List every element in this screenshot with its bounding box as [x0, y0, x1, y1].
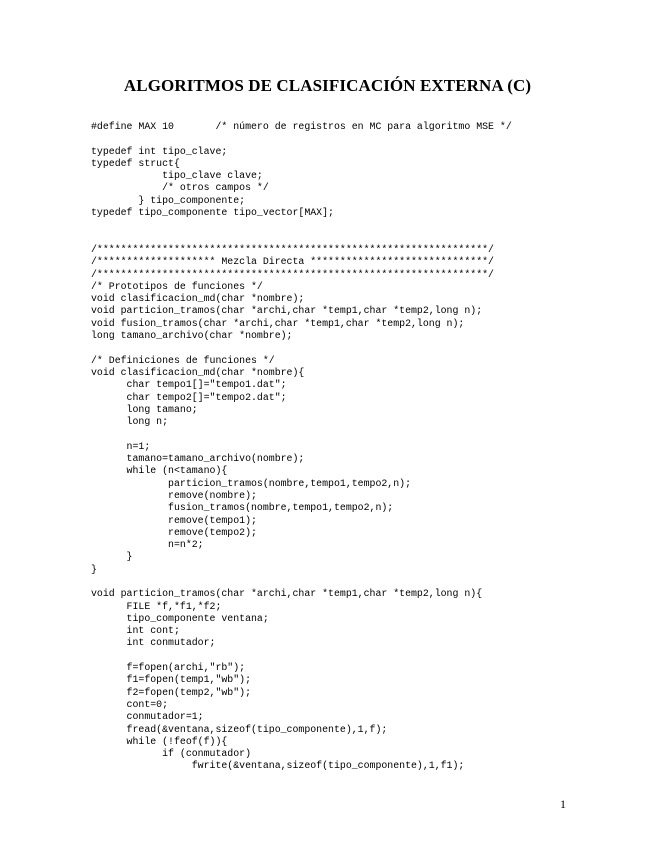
code-line: [91, 232, 512, 244]
code-line: /******************** Mezcla Directa ******************************/: [91, 256, 494, 268]
code-line: conmutador=1;: [91, 711, 204, 723]
code-line: #define MAX 10 /* número de registros en MC para algoritmo MSE */: [91, 121, 512, 132]
code-line: [91, 428, 512, 440]
code-line: if (conmutador): [91, 748, 252, 760]
code-line: cont=0;: [91, 698, 169, 710]
code-line: while (!feof(f)){: [91, 735, 228, 747]
code-line: [91, 576, 512, 588]
code-line: /******************************************************************/: [91, 243, 494, 255]
code-line: remove(nombre);: [91, 489, 257, 501]
code-line: /* otros campos */: [91, 182, 269, 194]
code-line: int cont;: [91, 625, 180, 637]
code-line: [91, 219, 512, 231]
code-line: }: [91, 563, 97, 575]
code-line: remove(tempo1);: [91, 514, 257, 526]
code-line: void fusion_tramos(char *archi,char *temp1,char *temp2,long n);: [91, 317, 465, 329]
code-line: typedef struct{: [91, 157, 180, 169]
code-line: particion_tramos(nombre,tempo1,tempo2,n);: [91, 477, 412, 489]
code-line: char tempo1[]="tempo1.dat";: [91, 379, 287, 391]
code-line: void clasificacion_md(char *nombre);: [91, 293, 305, 305]
code-line: fread(&ventana,sizeof(tipo_componente),1,f);: [91, 723, 388, 735]
code-line: void particion_tramos(char *archi,char *temp1,char *temp2,long n);: [91, 305, 483, 317]
code-line: while (n<tamano){: [91, 465, 228, 477]
code-line: n=1;: [91, 440, 151, 452]
code-line: int conmutador;: [91, 637, 216, 649]
code-line: [91, 342, 512, 354]
code-line: f=fopen(archi,"rb");: [91, 662, 246, 674]
code-line: f1=fopen(temp1,"wb");: [91, 674, 252, 686]
code-line: FILE *f,*f1,*f2;: [91, 600, 222, 612]
code-line: n=n*2;: [91, 539, 204, 551]
code-line: } tipo_componente;: [91, 194, 246, 206]
code-line: }: [91, 551, 133, 563]
code-line: typedef int tipo_clave;: [91, 145, 228, 157]
code-line: typedef tipo_componente tipo_vector[MAX];: [91, 207, 334, 219]
code-line: f2=fopen(temp2,"wb");: [91, 686, 252, 698]
code-line: remove(tempo2);: [91, 526, 257, 538]
code-line: fusion_tramos(nombre,tempo1,tempo2,n);: [91, 502, 394, 514]
code-line: void particion_tramos(char *archi,char *temp1,char *temp2,long n){: [91, 588, 483, 600]
code-line: /* Definiciones de funciones */: [91, 354, 275, 366]
code-line: long n;: [91, 416, 169, 428]
code-line: tipo_componente ventana;: [91, 612, 269, 624]
code-line: tipo_clave clave;: [91, 170, 263, 182]
document-title: ALGORITMOS DE CLASIFICACIÓN EXTERNA (C): [123, 76, 532, 95]
code-line: tamano=tamano_archivo(nombre);: [91, 453, 305, 465]
code-line: [91, 650, 512, 662]
code-line: void clasificacion_md(char *nombre){: [91, 366, 305, 378]
code-line: char tempo2[]="tempo2.dat";: [91, 391, 287, 403]
code-line: long tamano_archivo(char *nombre);: [91, 330, 293, 342]
code-line: long tamano;: [91, 403, 198, 415]
code-line: /* Prototipos de funciones */: [91, 280, 263, 292]
code-line: fwrite(&ventana,sizeof(tipo_componente),1,f1);: [91, 760, 465, 772]
code-listing: [91, 121, 512, 773]
code-line: /******************************************************************/: [91, 268, 494, 280]
code-line: [91, 133, 512, 145]
page-number: 1: [560, 797, 566, 811]
